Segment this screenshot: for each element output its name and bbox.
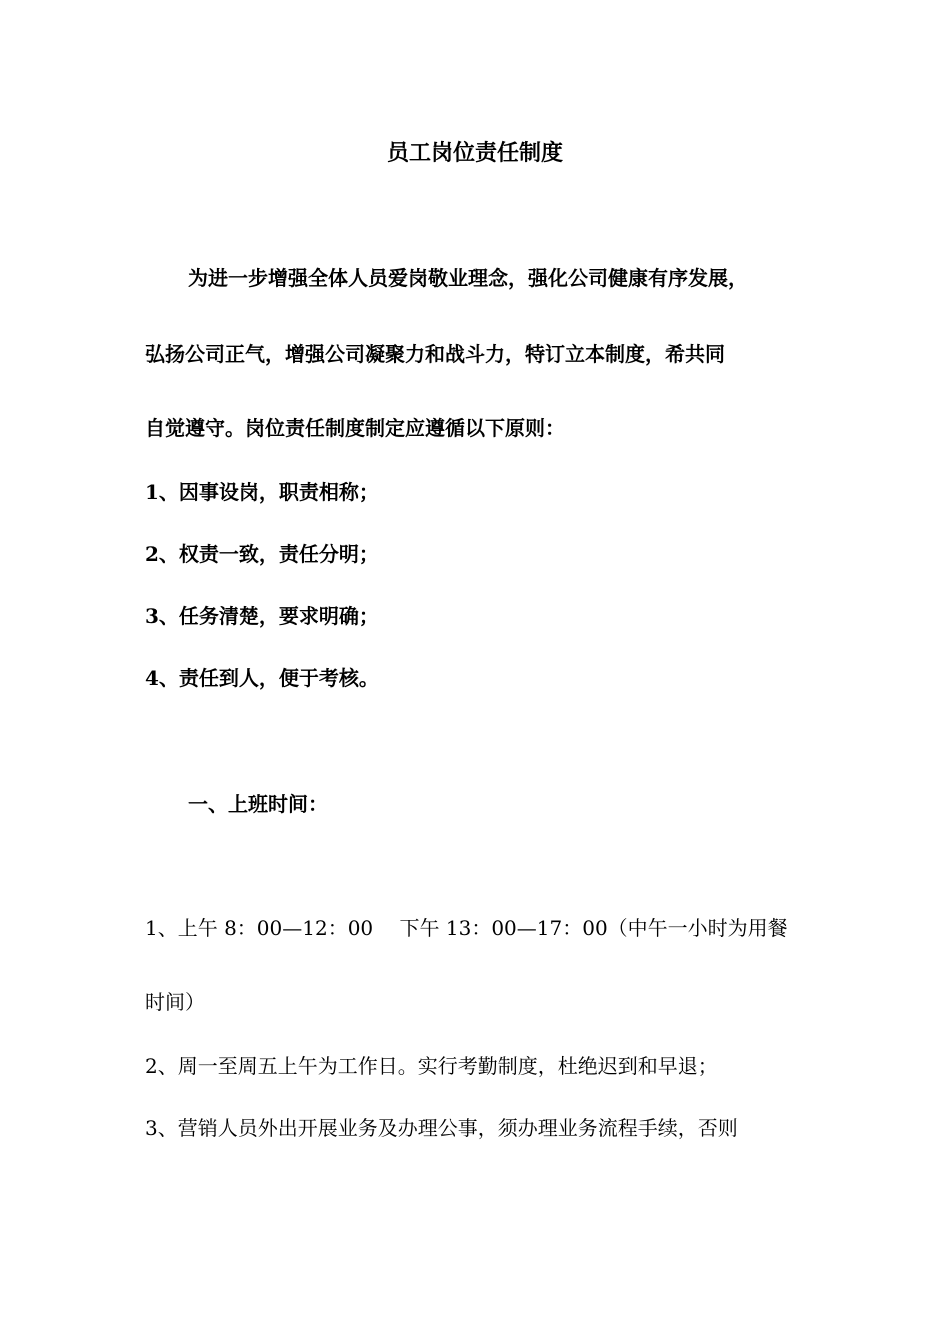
principle-item-2: 2、权责一致，责任分明； [145,542,379,566]
document-title: 员工岗位责任制度 [386,140,563,166]
principle-item-3: 3、任务清楚，要求明确； [145,604,379,628]
principle-item-1: 1、因事设岗，职责相称； [145,480,379,504]
work-hours-item-1: 1、上午 8：00—12：00 下午 13：00—17：00（中午一小时为用餐 [145,916,788,940]
section-heading-work-hours: 一、上班时间： [188,792,328,816]
intro-line-1: 为进一步增强全体人员爱岗敬业理念，强化公司健康有序发展， [188,266,748,290]
intro-line-2: 弘扬公司正气，增强公司凝聚力和战斗力，特订立本制度，希共同 [145,342,725,366]
work-hours-item-1-continued: 时间） [145,990,205,1014]
work-hours-item-3: 3、营销人员外出开展业务及办理公事，须办理业务流程手续，否则 [145,1116,738,1140]
intro-line-3: 自觉遵守。岗位责任制度制定应遵循以下原则： [145,416,565,440]
work-hours-item-2: 2、周一至周五上午为工作日。实行考勤制度，杜绝迟到和早退； [145,1054,718,1078]
principle-item-4: 4、责任到人，便于考核。 [145,666,379,690]
